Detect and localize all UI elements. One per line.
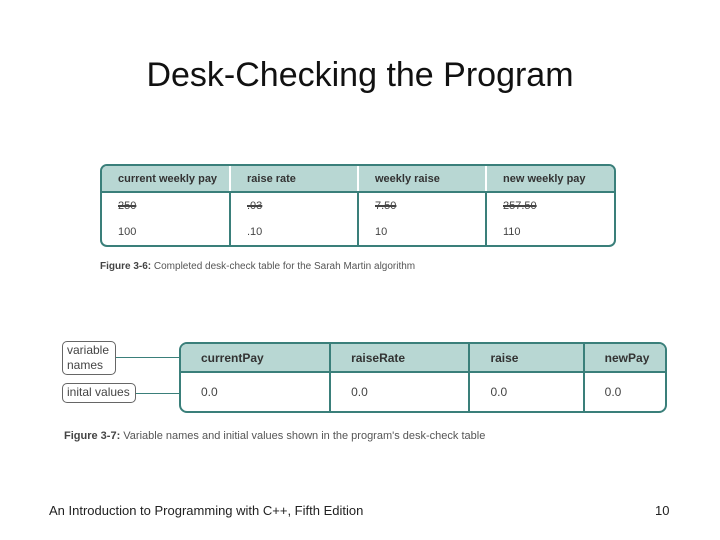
desk-check-table-completed	[100, 164, 616, 247]
caption-text: Completed desk-check table for the Sarah Martin algorithm	[151, 261, 416, 272]
figure-label: Figure 3-7:	[64, 430, 121, 442]
table-cell: 100	[102, 219, 230, 245]
variable-names-callout: variable names	[62, 341, 116, 375]
table-cell-crossed-out: 250	[102, 192, 230, 219]
page-number: 10	[655, 503, 670, 518]
figure-3-6-caption	[100, 261, 415, 272]
figure-label: Figure 3-6:	[100, 261, 152, 272]
desk-check-table-initial	[179, 342, 667, 413]
column-header: currentPay	[181, 344, 330, 372]
column-header: current weekly pay	[102, 166, 230, 192]
initial-values-callout: inital values	[62, 383, 136, 403]
callout-leader-line	[116, 357, 180, 358]
table-cell-crossed-out: 257.50	[503, 200, 537, 212]
table-cell: 110	[503, 226, 521, 238]
table-cell-crossed-out: 7.50	[358, 192, 486, 219]
table-cell: 0.0	[330, 372, 469, 411]
table-row	[102, 219, 614, 245]
column-header: newPay	[584, 344, 665, 372]
column-header: new weekly pay	[486, 166, 614, 192]
footer-book-title: An Introduction to Programming with C++, Fifth Edition	[49, 503, 364, 518]
table-cell: 0.0	[469, 372, 583, 411]
slide-title: Desk-Checking the Program	[146, 56, 574, 94]
table-row	[181, 372, 665, 411]
column-header: raise	[469, 344, 583, 372]
caption-text: Variable names and initial values shown in the program's desk-check table	[120, 430, 486, 442]
column-header: raiseRate	[330, 344, 469, 372]
table-cell-crossed-out: .03	[230, 192, 358, 219]
figure-3-7-caption	[64, 430, 485, 442]
table-cell: .10	[230, 219, 358, 245]
table-cell: 10	[358, 219, 486, 245]
table-row	[102, 192, 614, 219]
column-header: raise rate	[230, 166, 358, 192]
callout-leader-line	[136, 393, 180, 394]
table-cell: 0.0	[181, 372, 330, 411]
column-header: weekly raise	[358, 166, 486, 192]
table-header-row	[181, 344, 665, 372]
table-cell: 0.0	[604, 385, 622, 399]
table-header-row	[102, 166, 614, 192]
